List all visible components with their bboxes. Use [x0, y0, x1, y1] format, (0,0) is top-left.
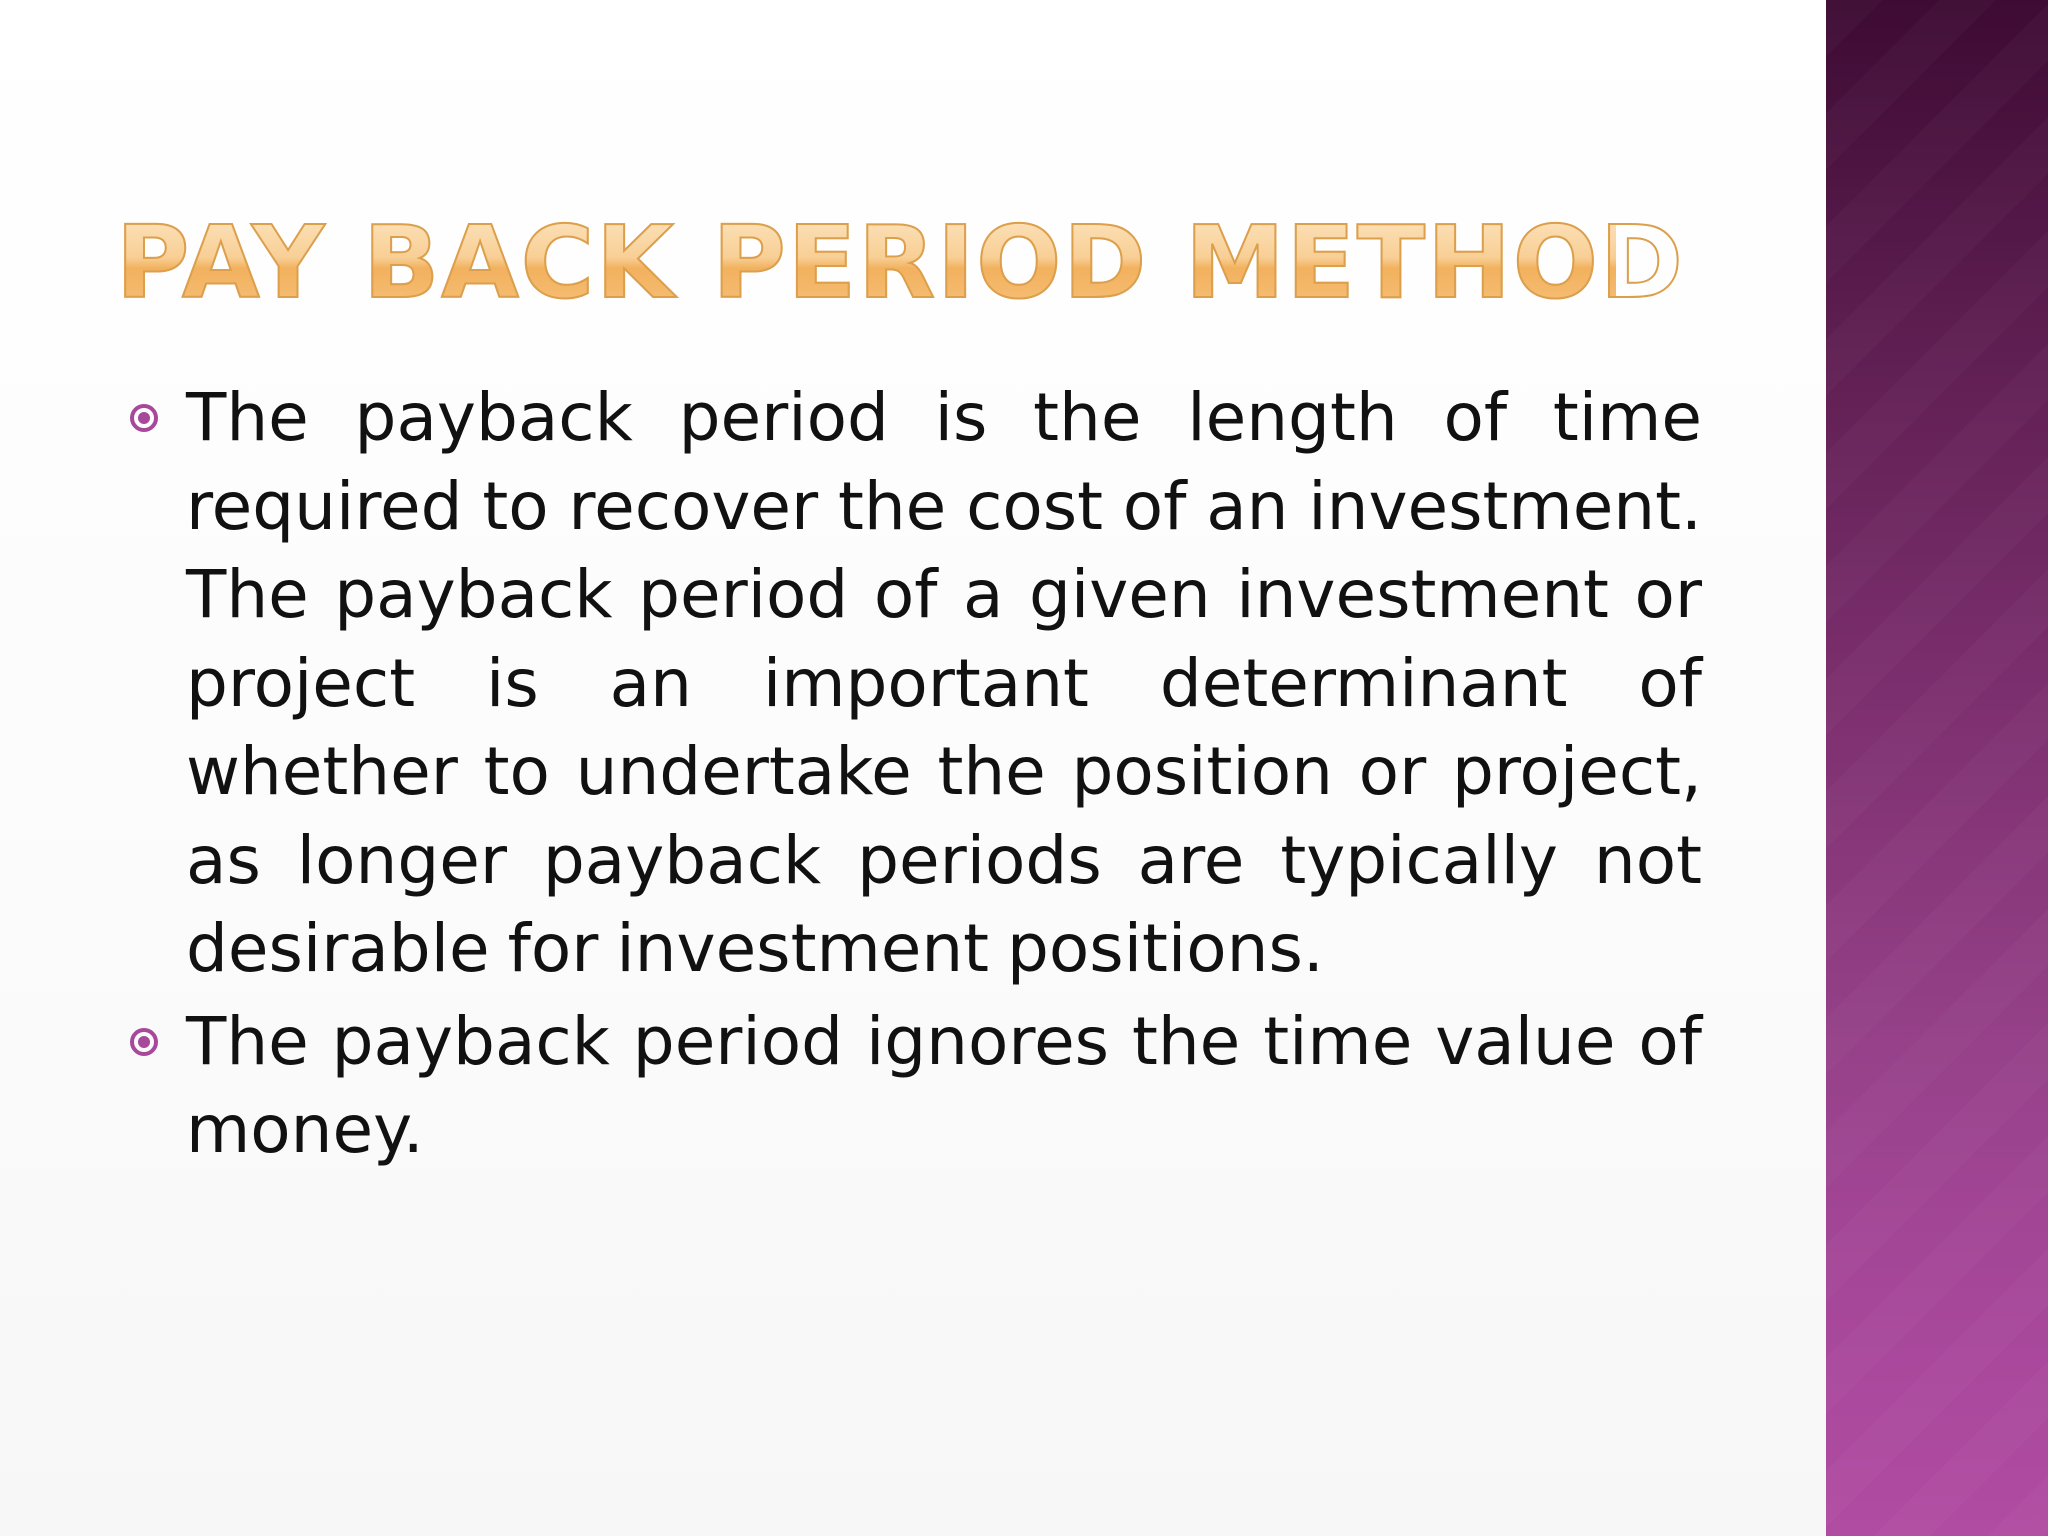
bullet-item	[120, 998, 1702, 1175]
slide-title: PAY BACK PERIOD METHOD	[116, 204, 1685, 321]
side-band-pattern	[1826, 0, 2048, 1536]
bullet-item	[120, 374, 1702, 994]
circle-dot-bullet-icon	[130, 1028, 158, 1056]
bullet-text: The payback period ignores the time value of money.	[186, 1002, 1702, 1168]
bullet-text: The payback period is the length of time required to recover the cost of an investment. The payback period of a given investment or project is an important determinant of whether to undertake the position or project, as longer payback periods are typically not desirable for investment positions.	[186, 379, 1702, 987]
circle-dot-bullet-icon	[130, 404, 158, 432]
bullet-list	[120, 374, 1702, 1179]
decorative-side-band	[1826, 0, 2048, 1536]
